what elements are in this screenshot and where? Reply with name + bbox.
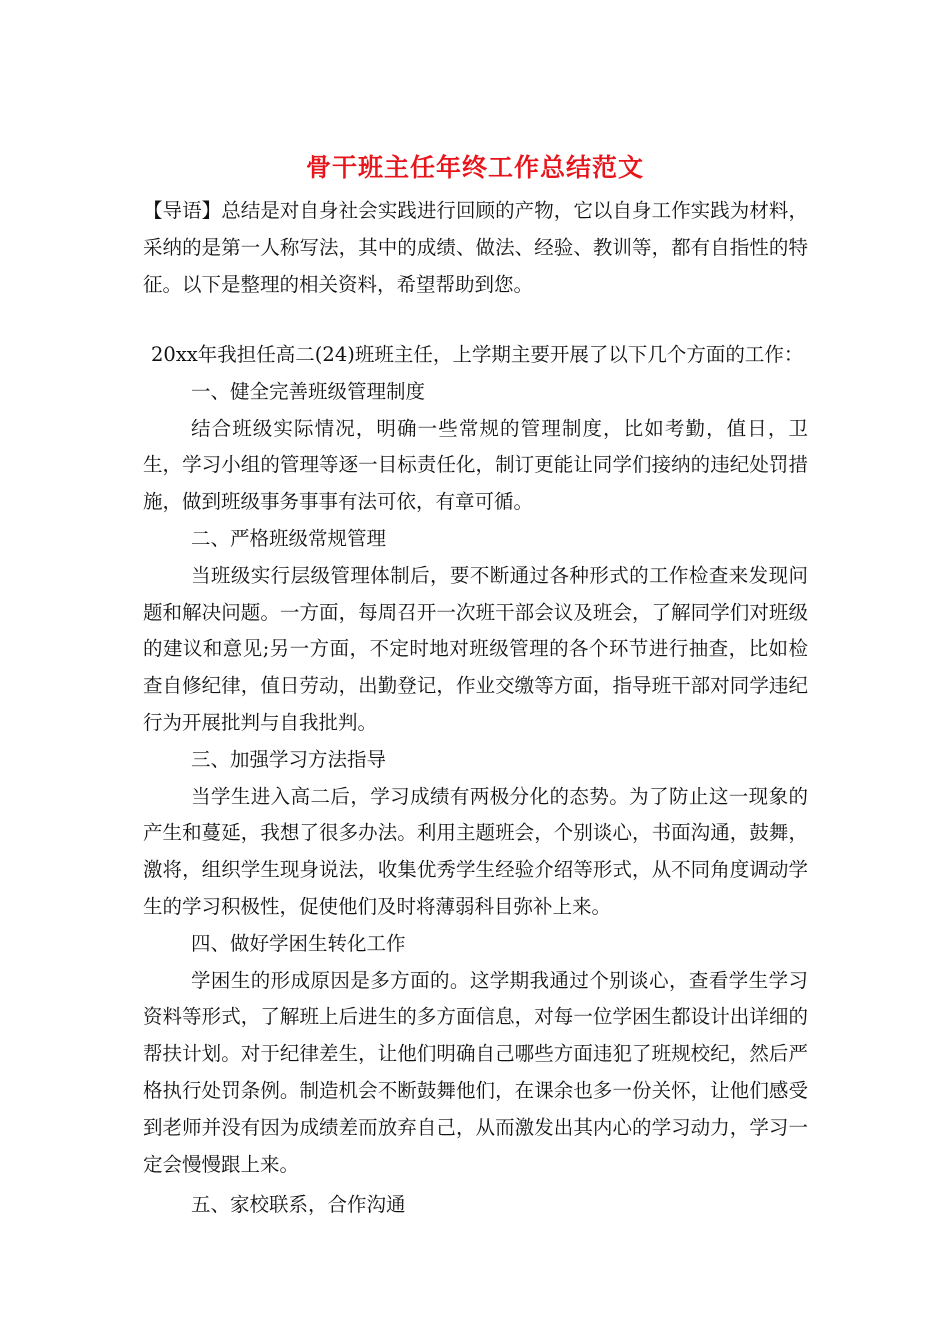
section-heading-2: 二、严格班级常规管理 [191,526,387,550]
section-body-2: 当班级实行层级管理体制后，要不断通过各种形式的工作检查来发现问题和解决问题。一方面，每周召开一次班干部会议及班会，了解同学们对班级的建议和意见;另一方面，不定时地对班级管理的各个环节进行抽查，比如检查自修纪律，值日劳动，出勤登记，作业交缴等方面，指导班干部对同学违纪行为开展批判与自我批判。 [143,563,808,734]
document-title: 骨干班主任年终工作总结范文 [305,153,644,182]
section-heading-3: 三、加强学习方法指导 [191,747,387,771]
section-heading-5: 五、家校联系，合作沟通 [191,1193,406,1217]
section-heading-4: 四、做好学困生转化工作 [191,931,406,955]
intro-paragraph: 【导语】总结是对自身社会实践进行回顾的产物，它以自身工作实践为材料，采纳的是第一人称写法，其中的成绩、做法、经验、教训等，都有自指性的特征。以下是整理的相关资料，希望帮助到您。 [143,199,808,296]
opening-line: 20xx年我担任高二(24)班班主任，上学期主要开展了以下几个方面的工作： [151,343,804,366]
section-heading-1: 一、健全完善班级管理制度 [191,379,426,403]
document-body [143,337,808,1224]
section-body-4: 学困生的形成原因是多方面的。这学期我通过个别谈心，查看学生学习资料等形式，了解班上后进生的多方面信息，对每一位学困生都设计出详细的帮扶计划。对于纪律差生，让他们明确自己哪些方面违犯了班规校纪，然后严格执行处罚条例。制造机会不断鼓舞他们，在课余也多一份关怀，让他们感受到老师并没有因为成绩差而放弃自己，从而激发出其内心的学习动力，学习一定会慢慢跟上来。 [143,968,808,1176]
section-body-3: 当学生进入高二后，学习成绩有两极分化的态势。为了防止这一现象的产生和蔓延，我想了很多办法。利用主题班会，个别谈心，书面沟通，鼓舞，激将，组织学生现身说法，收集优秀学生经验介绍等形式，从不同角度调动学生的学习积极性，促使他们及时将薄弱科目弥补上来。 [143,784,808,918]
section-body-1: 结合班级实际情况，明确一些常规的管理制度，比如考勤，值日，卫生，学习小组的管理等逐一目标责任化，制订更能让同学们接纳的违纪处罚措施，做到班级事务事事有法可依，有章可循。 [143,416,808,514]
